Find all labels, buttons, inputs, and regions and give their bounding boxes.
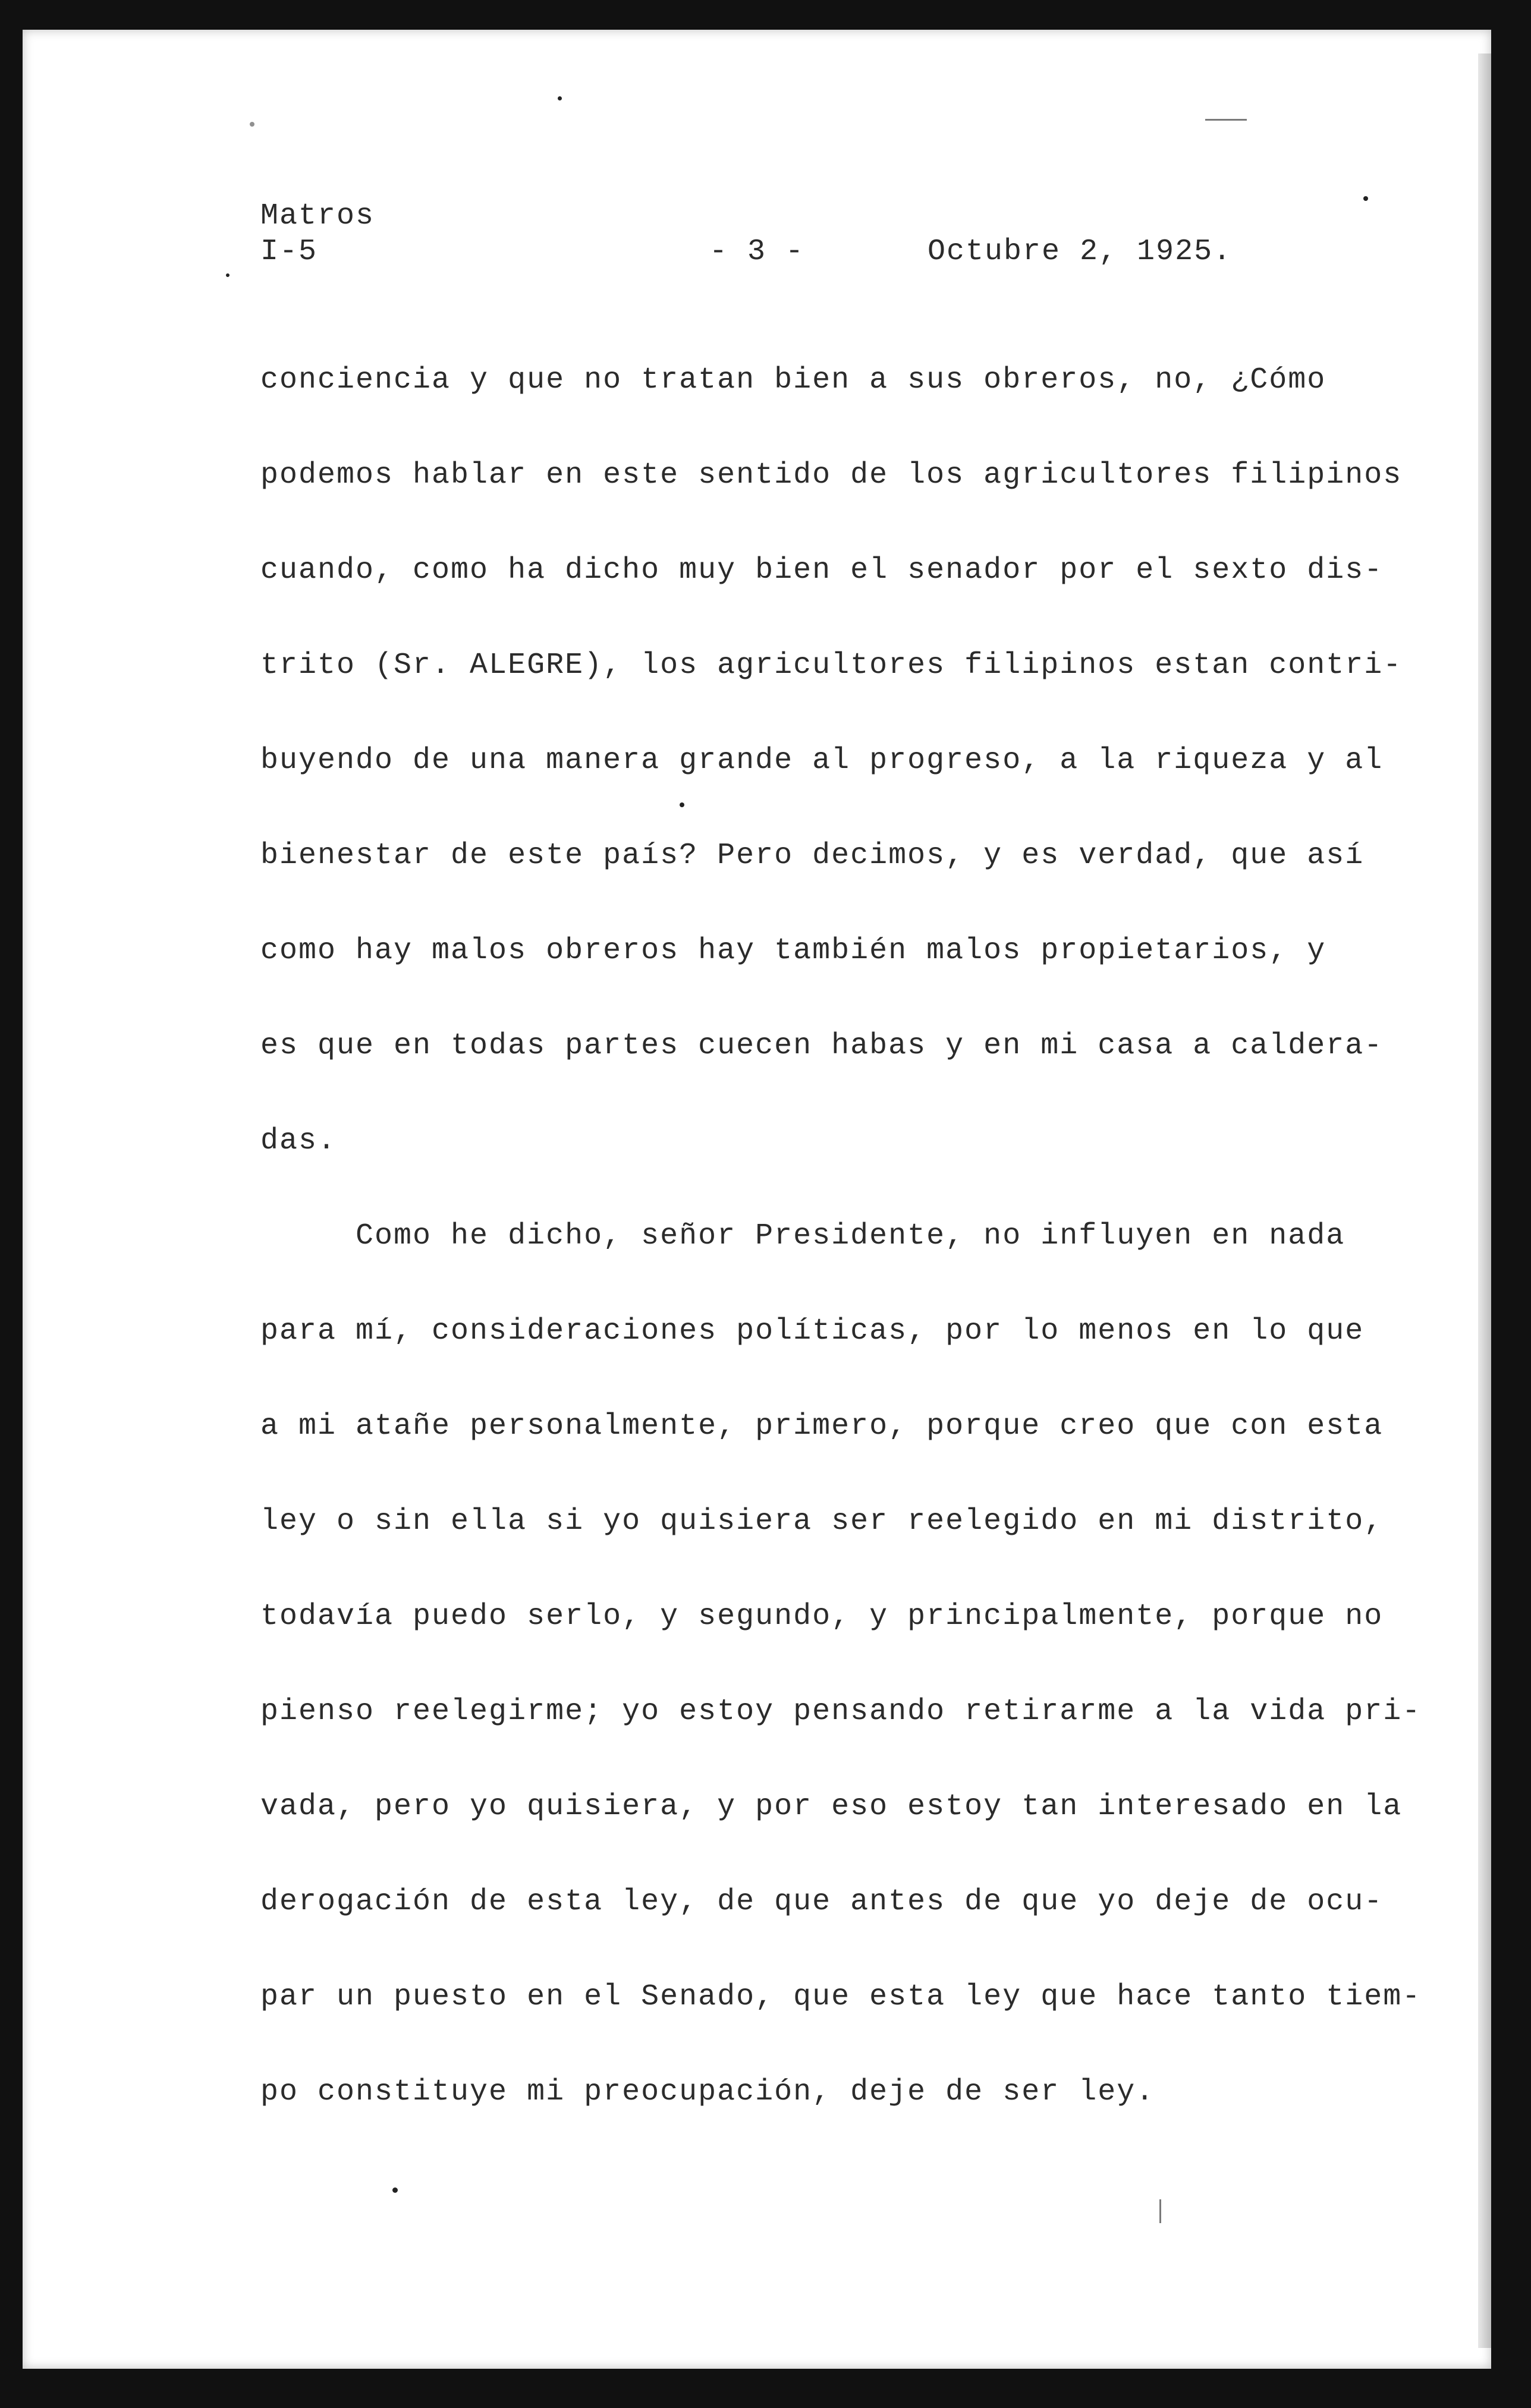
scan-speck [1205,119,1247,121]
scan-speck [558,96,562,100]
text-line: a mi atañe personalmente, primero, porque creo que con esta [260,1409,1384,1443]
text-line: Como he dicho, señor Presidente, no influyen en nada [260,1219,1345,1253]
text-line: podemos hablar en este sentido de los agricultores filipinos [260,458,1403,492]
body-text [260,333,1422,2140]
text-line: para mí, consideraciones políticas, por lo menos en lo que [260,1314,1365,1348]
text-line: conciencia y que no tratan bien a sus obreros, no, ¿Cómo [260,363,1326,397]
text-line: cuando, como ha dicho muy bien el senador por el sexto dis- [260,553,1384,587]
scan-speck [1363,196,1368,201]
text-line: buyendo de una manera grande al progreso, a la riqueza y al [260,744,1384,778]
text-line: das. [260,1124,337,1158]
text-line: es que en todas partes cuecen habas y en mi casa a caldera- [260,1029,1384,1063]
text-line: vada, pero yo quisiera, y por eso estoy tan interesado en la [260,1790,1403,1824]
text-line: pienso reelegirme; yo estoy pensando retirarme a la vida pri- [260,1695,1422,1729]
header-name: Matros [260,199,375,233]
text-line: derogación de esta ley, de que antes de que yo deje de ocu- [260,1885,1384,1919]
scan-speck [1159,2199,1161,2223]
scan-speck [392,2187,398,2193]
text-line: todavía puedo serlo, y segundo, y principalmente, porque no [260,1600,1384,1633]
text-line: trito (Sr. ALEGRE), los agricultores filipinos estan contri- [260,649,1403,682]
text-line: par un puesto en el Senado, que esta ley que hace tanto tiem- [260,1980,1422,2014]
text-line: po constituye mi preocupación, deje de ser ley. [260,2075,1155,2109]
text-line: bienestar de este país? Pero decimos, y es verdad, que así [260,839,1365,873]
text-line: ley o sin ella si yo quisiera ser reelegido en mi distrito, [260,1504,1384,1538]
page-number: - 3 - [709,235,805,269]
scan-speck [680,802,684,807]
text-line: como hay malos obreros hay también malos propietarios, y [260,934,1326,968]
header-date: Octubre 2, 1925. [928,235,1233,269]
scan-speck [226,273,230,277]
paper-edge-shadow [1478,53,1491,2348]
header-code: I-5 [260,235,318,269]
scan-speck [250,122,254,127]
